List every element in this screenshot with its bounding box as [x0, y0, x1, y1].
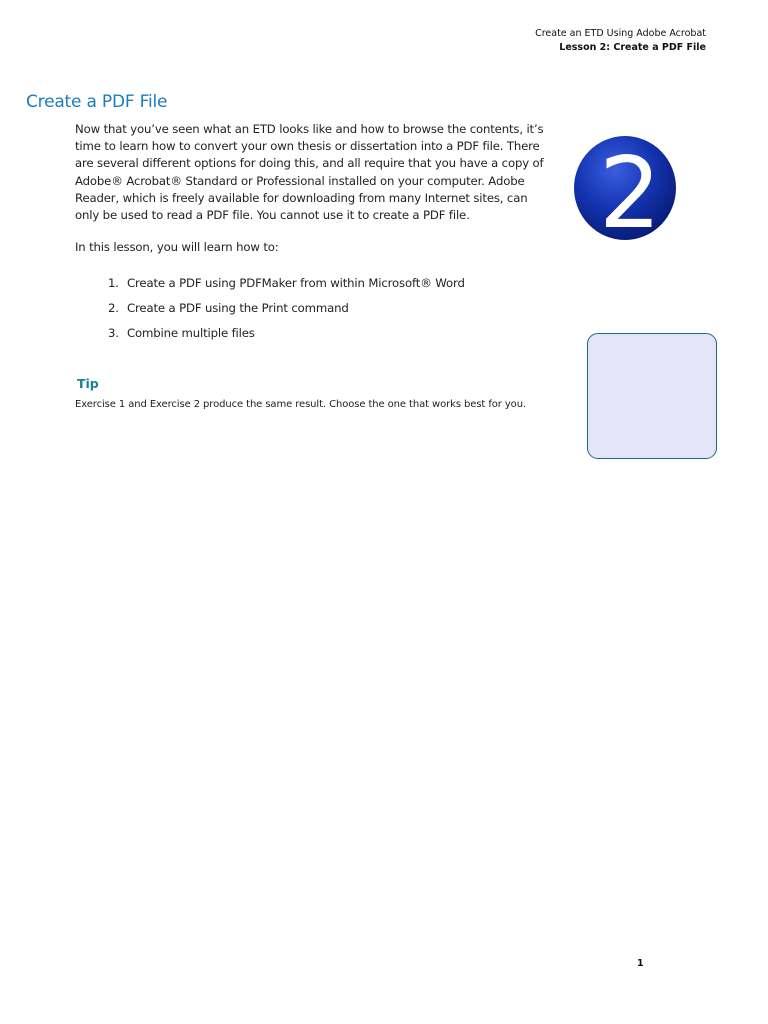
- lesson-lead-in: In this lesson, you will learn how to:: [75, 240, 279, 254]
- tip-heading: Tip: [77, 376, 99, 391]
- step-number: 3.: [108, 326, 119, 340]
- step-text: Create a PDF using the Print command: [127, 301, 349, 315]
- step-number: 1.: [108, 276, 119, 290]
- badge-number: 2: [598, 137, 662, 241]
- lesson-number-badge-icon: [573, 135, 677, 241]
- page-title: Create a PDF File: [26, 92, 168, 112]
- step-number: 2.: [108, 301, 119, 315]
- header-lesson-title: Lesson 2: Create a PDF File: [559, 42, 706, 53]
- intro-paragraph: Now that you’ve seen what an ETD looks like and how to browse the contents, it’s time to learn how to convert your own thesis or dissertation into a PDF file. There are several different options for doing this, and all require that you have a copy of Adobe® Acrobat® Standard or Professional installed on your computer. Adobe Reader, which is freely available for downloading from many Internet sites, can only be used to read a PDF file. You cannot use it to create a PDF file.: [75, 122, 544, 223]
- running-header: [535, 27, 706, 55]
- tip-text: Exercise 1 and Exercise 2 produce the same result. Choose the one that works best for you.: [75, 399, 527, 410]
- step-text: Create a PDF using PDFMaker from within Microsoft® Word: [127, 276, 465, 290]
- tip-callout-box: [587, 333, 717, 459]
- page-number: 1: [637, 958, 644, 969]
- header-doc-title: Create an ETD Using Adobe Acrobat: [535, 28, 706, 39]
- step-text: Combine multiple files: [127, 326, 255, 340]
